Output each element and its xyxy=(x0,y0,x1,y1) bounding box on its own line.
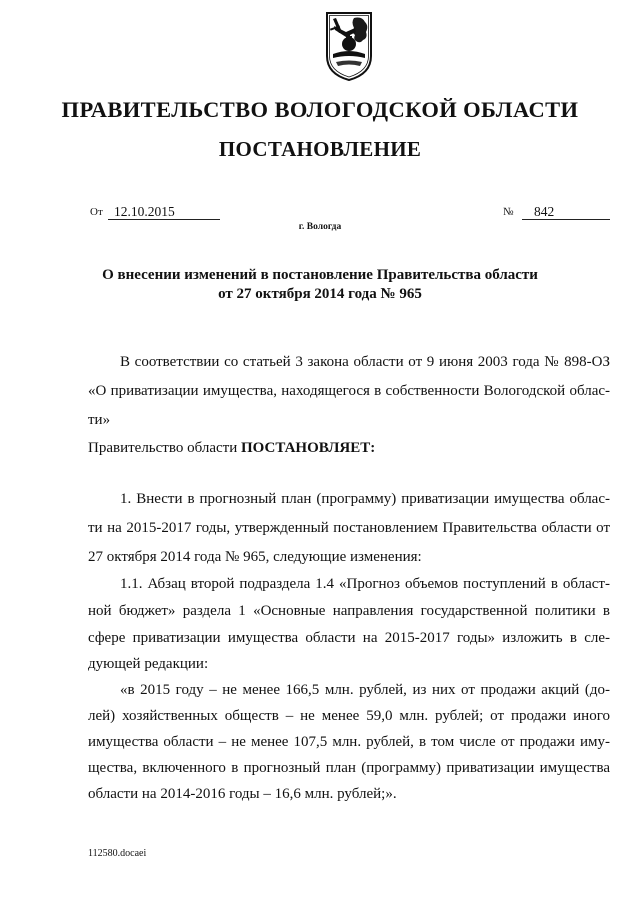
quote-line: области на 2014-2016 годы – 16,6 млн. рублей;». xyxy=(88,786,397,802)
subject-line: О внесении изменений в постановление Правительства области xyxy=(102,267,538,283)
quote-line: щества, включенного в прогнозный план (программу) приватизации имущества xyxy=(88,760,610,776)
quote-line: лей) хозяйственных обществ – не менее 59,0 млн. рублей; от продажи иного xyxy=(88,708,610,724)
decree-line xyxy=(88,438,610,458)
file-code: 112580.docaei xyxy=(88,848,147,859)
preamble-line: «О приватизации имущества, находящегося в собственности Вологодской облас- xyxy=(88,383,610,399)
document-subject xyxy=(0,266,640,304)
item-1-line: 27 октября 2014 года № 965, следующие изменения: xyxy=(88,549,422,565)
subject-line: от 27 октября 2014 года № 965 xyxy=(218,286,422,302)
quote-line: «в 2015 году – не менее 166,5 млн. рублей, из них от продажи акций (до- xyxy=(120,682,610,698)
number-label: № xyxy=(503,206,514,218)
preamble-line: ти» xyxy=(88,412,111,428)
item-1-1-line: дующей редакции: xyxy=(88,656,209,672)
organization-title: ПРАВИТЕЛЬСТВО ВОЛОГОДСКОЙ ОБЛАСТИ xyxy=(61,97,579,122)
item-1-1-line: 1.1. Абзац второй подраздела 1.4 «Прогноз объемов поступлений в област- xyxy=(120,576,610,592)
city-label: г. Вологда xyxy=(298,222,342,232)
item-1-line: ти на 2015-2017 годы, утвержденный постановлением Правительства области от xyxy=(88,520,610,536)
decree-word: ПОСТАНОВЛЯЕТ: xyxy=(240,440,376,456)
item-1-line: 1. Внести в прогнозный план (программу) приватизации имущества облас- xyxy=(120,491,610,507)
document-date: 12.10.2015 xyxy=(108,204,220,220)
decree-prefix: Правительство области xyxy=(88,440,241,456)
coat-of-arms-icon xyxy=(324,10,374,82)
quote-line: имущества области – не менее 107,5 млн. рублей, в том числе от продажи иму- xyxy=(88,734,610,750)
item-1-1-line: сфере приватизации имущества области на 2015-2017 годы» изложить в сле- xyxy=(88,630,610,646)
preamble-line: В соответствии со статьей 3 закона области от 9 июня 2003 года № 898-ОЗ xyxy=(120,354,610,370)
document-type-title: ПОСТАНОВЛЕНИЕ xyxy=(218,137,422,161)
item-1-1-line: ной бюджет» раздела 1 «Основные направления государственной политики в xyxy=(88,603,610,619)
document-number: 842 xyxy=(522,204,610,220)
date-label: От xyxy=(90,206,103,218)
